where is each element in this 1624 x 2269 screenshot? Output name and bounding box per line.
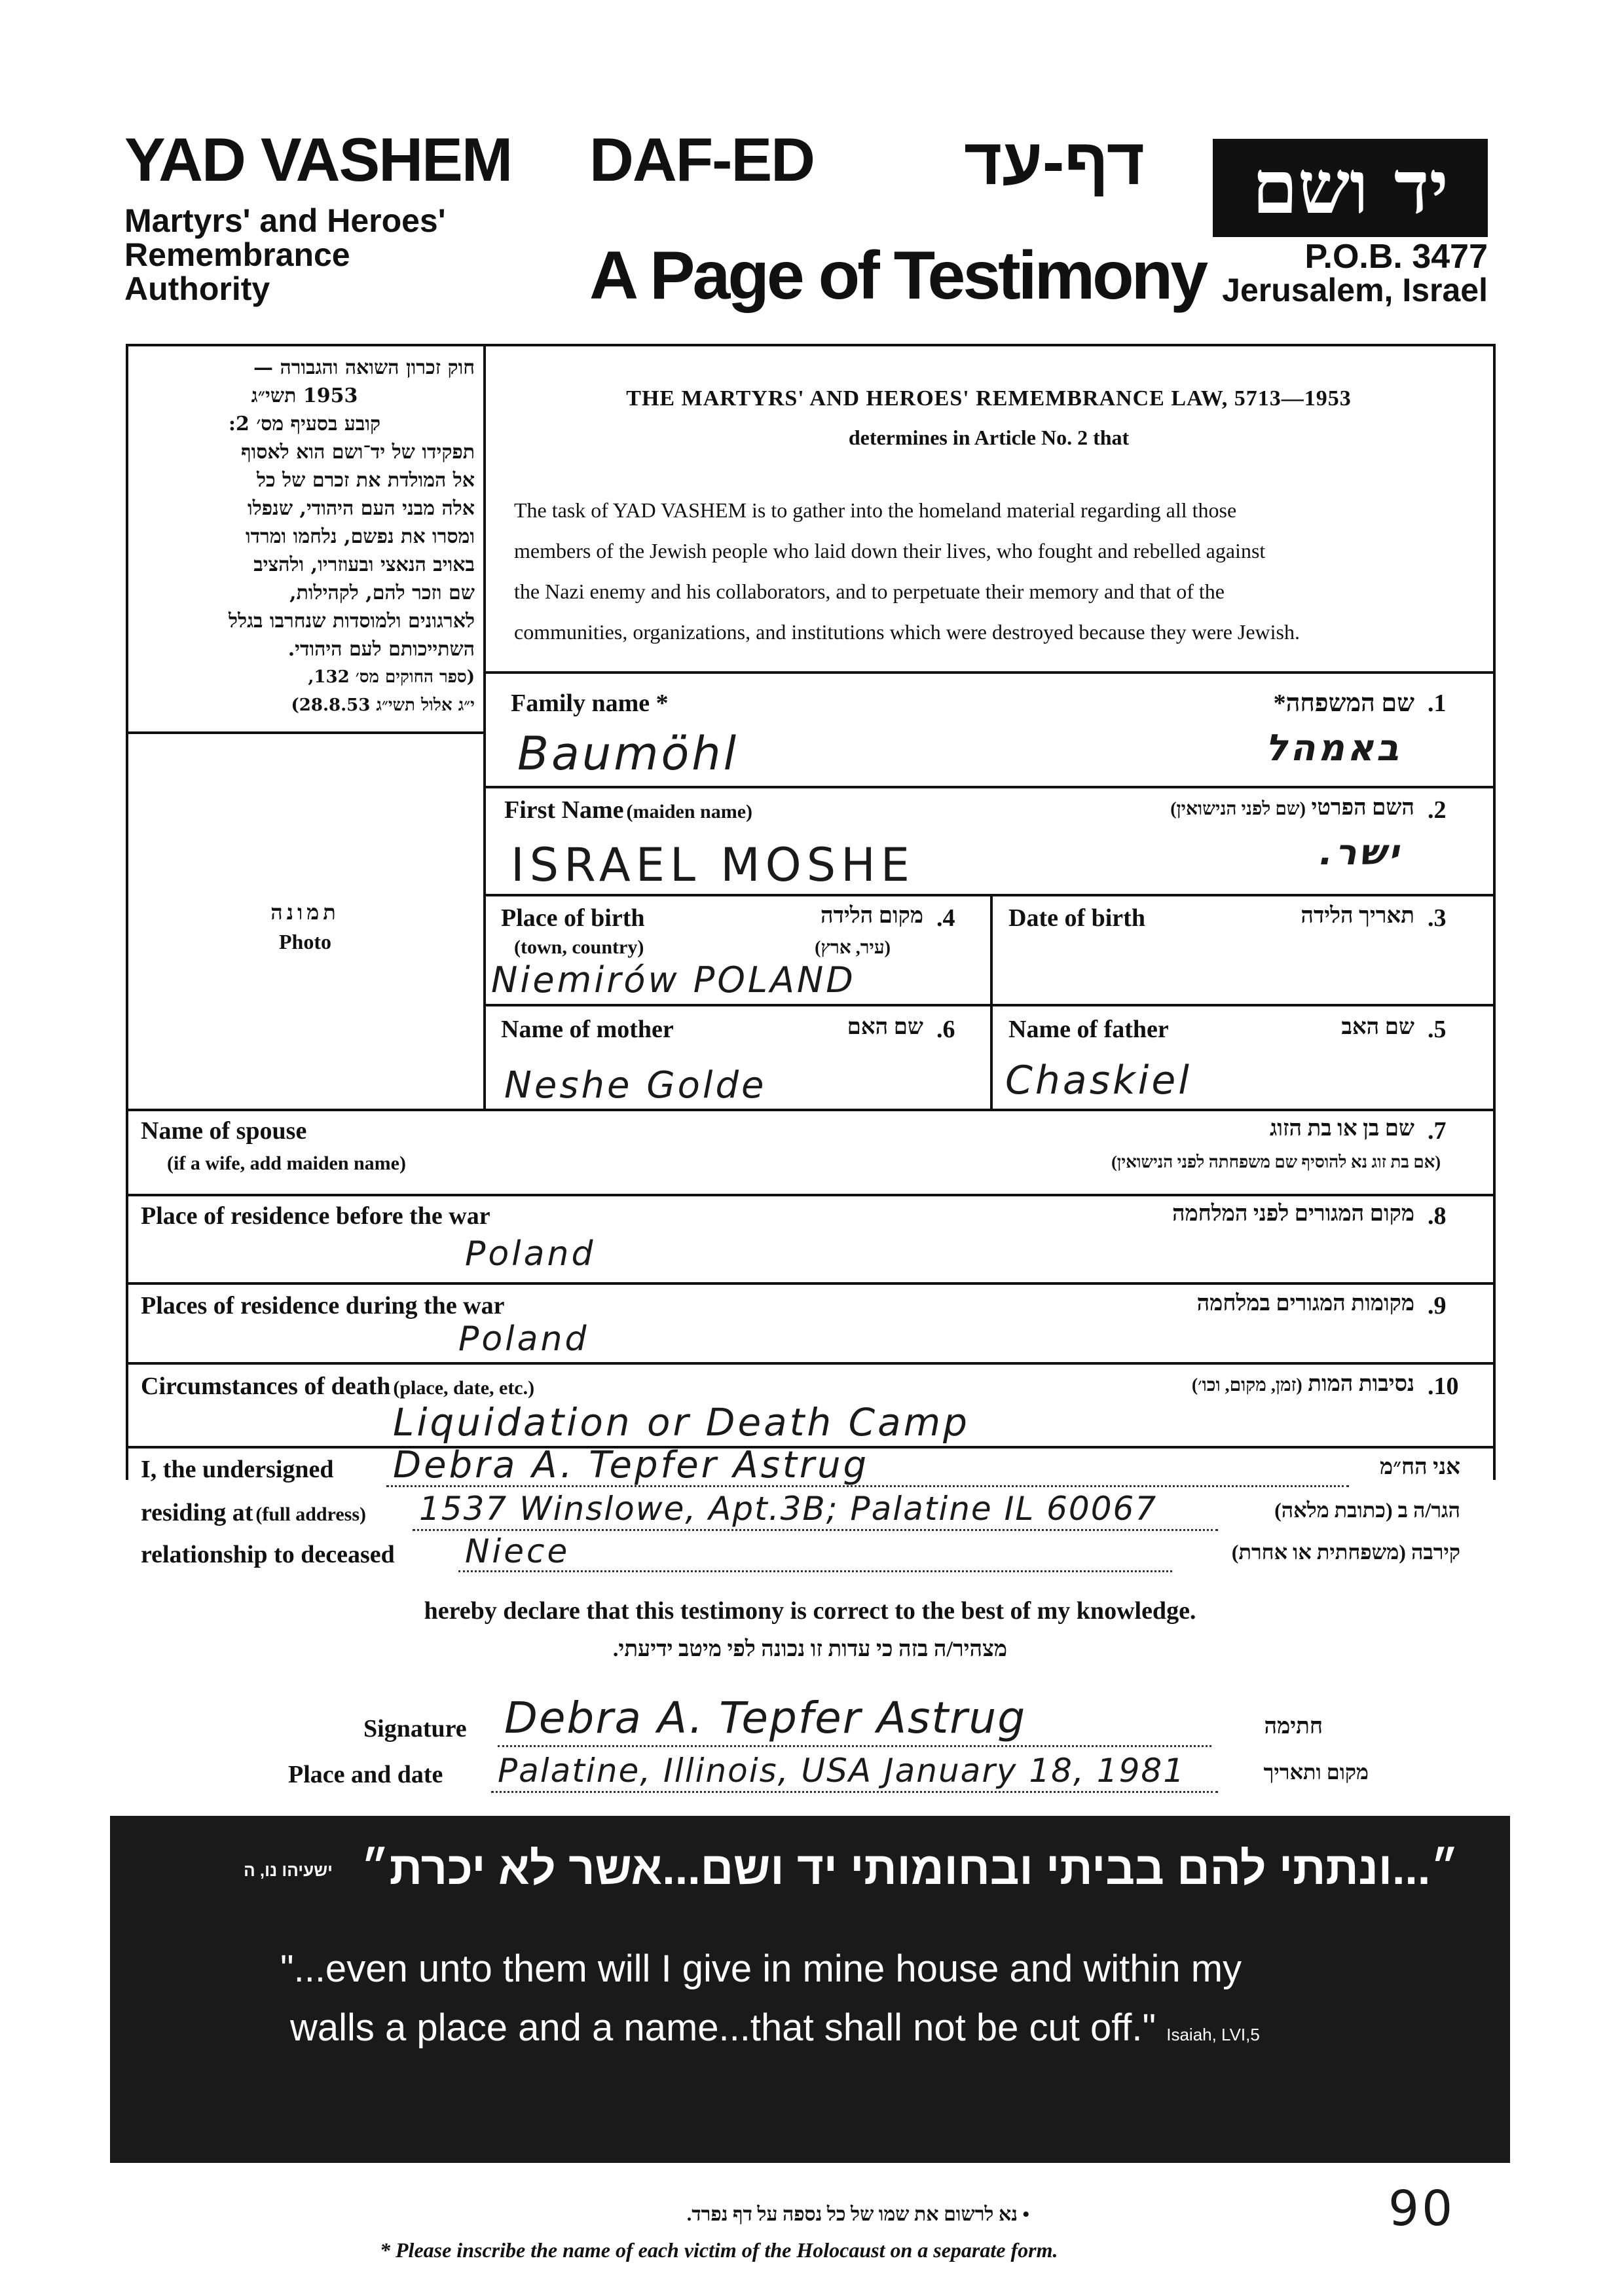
city: Jerusalem, Israel (1222, 272, 1488, 308)
row-divider-7 (126, 1362, 1494, 1365)
residing-value[interactable]: 1537 Winslowe, Apt.3B; Palatine IL 60067 (419, 1490, 1158, 1528)
residing-label: residing at (141, 1499, 253, 1526)
law-text-line: The task of YAD VASHEM is to gather into the homeland material regarding all those (514, 498, 1237, 522)
residing-note: (full address) (255, 1503, 367, 1525)
circumstances-note-hebrew: (זמן, מקום, וכו׳) (1191, 1375, 1302, 1395)
mother-label-hebrew: שם האם (847, 1015, 923, 1039)
first-name-label: First Name (504, 796, 624, 824)
row-divider-2 (485, 894, 1494, 896)
law-hebrew-line: באויב הנאצי ובעוזריו, ולהציב (253, 553, 475, 576)
relationship-value[interactable]: Niece (465, 1532, 570, 1570)
org-subtitle-1: Martyrs' and Heroes' (124, 202, 446, 239)
place-date-line (491, 1791, 1218, 1793)
circumstances-note: (place, date, etc.) (393, 1377, 535, 1399)
law-hebrew-line: אל המולדת את זכרם של כל (256, 469, 475, 492)
org-subtitle-2: Remembrance (124, 236, 350, 273)
footer-hebrew-note: • נא לרשום את שמו של כל נספה על דף נפרד. (686, 2204, 1029, 2225)
residence-during-label: Places of residence during the war (141, 1292, 505, 1319)
birth-place-num: .4 (936, 904, 955, 932)
first-name-label-hebrew-group (1061, 796, 1414, 821)
form-right-border (1493, 344, 1496, 1480)
place-date-label-hebrew: מקום ותאריך (1263, 1760, 1369, 1784)
law-hebrew-block (134, 354, 475, 720)
circumstances-num: .10 (1428, 1373, 1459, 1400)
banner-ref: Isaiah, LVI,5 (1166, 2025, 1260, 2044)
yad-vashem-logo (1213, 139, 1488, 237)
circumstances-label: Circumstances of death (141, 1373, 391, 1400)
relationship-line (458, 1570, 1172, 1572)
first-name-note: (maiden name) (626, 801, 753, 822)
residence-before-value[interactable]: Poland (465, 1234, 596, 1274)
row-divider-5 (126, 1194, 1494, 1196)
mother-label: Name of mother (501, 1016, 674, 1043)
daf-ed-hebrew: דף-עד (963, 125, 1145, 198)
birth-date-num: .3 (1428, 904, 1447, 932)
circumstances-label-group (141, 1372, 534, 1401)
law-hebrew-line: חוק זכרון השואה והגבורה — (253, 356, 475, 379)
law-hebrew-line: קובע בסעיף מס׳ 2: (228, 413, 381, 435)
law-hebrew-line: השתייכותם לעם היהודי. (287, 638, 475, 661)
signature-value[interactable]: Debra A. Tepfer Astrug (504, 1693, 1027, 1743)
law-hebrew-line: י״ג אלול תשי״ג 28.8.53) (291, 695, 475, 715)
residence-before-label: Place of residence before the war (141, 1202, 490, 1230)
spouse-num: .7 (1428, 1117, 1447, 1145)
row-divider-1 (485, 786, 1494, 788)
spouse-label: Name of spouse (141, 1117, 307, 1145)
residence-during-value[interactable]: Poland (458, 1319, 589, 1359)
photo-label-hebrew: תמונה (270, 900, 340, 924)
banner-english-line-1: "...even unto them will I give in mine house and within my (280, 1947, 1242, 1990)
law-hebrew-line: לארגונים ולמוסדות שנחרבו בגלל (229, 610, 475, 633)
quote-banner (110, 1816, 1510, 2163)
circumstances-value[interactable]: Liquidation or Death Camp (393, 1400, 970, 1445)
residence-during-label-hebrew: מקומות המגורים במלחמה (1196, 1291, 1414, 1316)
page-title: A Page of Testimony (589, 238, 1206, 314)
photo-label: Photo (279, 930, 331, 953)
family-name-num: .1 (1428, 690, 1447, 717)
org-subtitle-3: Authority (124, 270, 270, 307)
residence-during-num: .9 (1428, 1292, 1447, 1319)
relationship-label-hebrew: קירבה (משפחתית או אחרת) (1231, 1540, 1460, 1564)
banner-english-line-2: walls a place and a name...that shall not be cut off." (290, 2006, 1156, 2049)
logo-hebrew-text: יד ושם (1251, 145, 1449, 231)
row-divider-3 (485, 1004, 1494, 1006)
place-date-value[interactable]: Palatine, Illinois, USA January 18, 1981 (498, 1752, 1186, 1790)
undersigned-label-hebrew: אני הח״מ (1379, 1455, 1460, 1479)
law-hebrew-line: אלה מבני העם היהודי, שנפלו (248, 497, 475, 520)
circumstances-label-hebrew-group (1022, 1372, 1414, 1397)
law-hebrew-line: (ספר החוקים מס׳ 132, (308, 667, 475, 687)
law-hebrew-line: תפקידו של יד־ושם הוא לאסוף (241, 441, 475, 464)
col-divider-birth (990, 894, 993, 1110)
residing-label-hebrew: הגר/ה ב (כתובת מלאה) (1274, 1498, 1460, 1522)
pob: P.O.B. 3477 (1304, 238, 1488, 276)
left-panel-divider (483, 344, 486, 1109)
residing-line (413, 1529, 1218, 1531)
signature-label-hebrew: חתימה (1264, 1714, 1323, 1739)
spouse-label-hebrew: שם בן או בת הזוג (1270, 1116, 1414, 1141)
law-hebrew-line: 1953 תשי״ג (251, 384, 358, 407)
mother-value[interactable]: Neshe Golde (504, 1064, 767, 1107)
family-name-label-hebrew: שם המשפחה* (1273, 690, 1414, 717)
spouse-note-hebrew: (אם בת זוג נא להוסיף שם משפחתה לפני הנישואין) (1111, 1153, 1441, 1171)
birth-place-value[interactable]: Niemirów POLAND (491, 959, 856, 1001)
row-divider-6 (126, 1282, 1494, 1285)
banner-hebrew-quote: ״...ונתתי להם בביתי ובחומותי יד ושם...אשר לא יכרת״ (360, 1843, 1459, 1894)
father-num: .5 (1428, 1016, 1447, 1043)
place-date-label: Place and date (288, 1761, 443, 1788)
birth-date-label: Date of birth (1008, 904, 1145, 932)
residence-before-num: .8 (1428, 1202, 1447, 1230)
residence-before-label-hebrew: מקום המגורים לפני המלחמה (1172, 1202, 1414, 1226)
mother-num: .6 (936, 1016, 955, 1043)
row-divider-4 (126, 1109, 1494, 1111)
father-value[interactable]: Chaskiel (1005, 1058, 1192, 1103)
family-name-value-hebrew[interactable]: באמהל (1265, 727, 1401, 769)
birth-date-label-hebrew: תאריך הלידה (1301, 904, 1414, 928)
relationship-label: relationship to deceased (141, 1541, 395, 1568)
first-name-label-group (504, 796, 752, 824)
banner-english-line-2-group (290, 2006, 1260, 2050)
law-panel-bottom (126, 731, 485, 734)
law-text-line: communities, organizations, and institutions which were destroyed because they were Jewish. (514, 620, 1300, 644)
first-name-note-hebrew: (שם לפני הנישואין) (1170, 799, 1306, 819)
family-name-label: Family name * (511, 690, 669, 717)
daf-ed-title: DAF-ED (589, 125, 815, 194)
law-text-line: the Nazi enemy and his collaborators, and to perpetuate their memory and that of the (514, 580, 1225, 603)
law-text-line: members of the Jewish people who laid down their lives, who fought and rebelled against (514, 539, 1266, 563)
declaration-statement-hebrew: מצהיר/ה בזה כי עדות זו נכונה לפי מיטב ידיעתי. (612, 1637, 1008, 1661)
law-subtitle: determines in Article No. 2 that (848, 426, 1130, 449)
org-name: YAD VASHEM (124, 125, 512, 194)
circumstances-label-hebrew: נסיבות המות (1308, 1372, 1414, 1396)
birth-place-label-hebrew: מקום הלידה (820, 904, 923, 928)
banner-hebrew-ref: ישעיהו נו, ה (244, 1860, 333, 1880)
law-text-bottom (485, 671, 1494, 674)
law-title: THE MARTYRS' AND HEROES' REMEMBRANCE LAW, 5713—1953 (626, 386, 1352, 411)
undersigned-label: I, the undersigned (141, 1456, 334, 1483)
birth-place-label: Place of birth (501, 904, 645, 932)
footer-english-note: * Please inscribe the name of each victim of the Holocaust on a separate form. (380, 2238, 1058, 2262)
law-hebrew-line: ומסרו את נפשם, נלחמו ומרדו (245, 525, 475, 548)
signature-label: Signature (363, 1715, 467, 1743)
family-name-value[interactable]: Baumöhl (517, 727, 739, 781)
declaration-statement: hereby declare that this testimony is correct to the best of my knowledge. (424, 1597, 1196, 1625)
first-name-value[interactable]: ISRAEL MOSHE (511, 838, 915, 892)
first-name-value-hebrew[interactable]: ישר. (1319, 832, 1401, 873)
spouse-note: (if a wife, add maiden name) (167, 1153, 406, 1174)
first-name-label-hebrew: השם הפרטי (1311, 796, 1414, 820)
page-number: 90 (1388, 2181, 1456, 2237)
residing-label-group (141, 1498, 366, 1527)
father-label-hebrew: שם האב (1341, 1015, 1414, 1039)
form-top-border (126, 344, 1494, 346)
father-label: Name of father (1008, 1016, 1169, 1043)
birth-place-note-hebrew: (עיר, ארץ) (815, 938, 891, 958)
law-text (514, 490, 1483, 652)
law-hebrew-line: שם וזכר להם, לקהילות, (289, 581, 475, 604)
signature-line (498, 1745, 1211, 1747)
first-name-num: .2 (1428, 796, 1447, 824)
undersigned-value[interactable]: Debra A. Tepfer Astrug (393, 1444, 869, 1486)
birth-place-note: (town, country) (514, 936, 644, 958)
